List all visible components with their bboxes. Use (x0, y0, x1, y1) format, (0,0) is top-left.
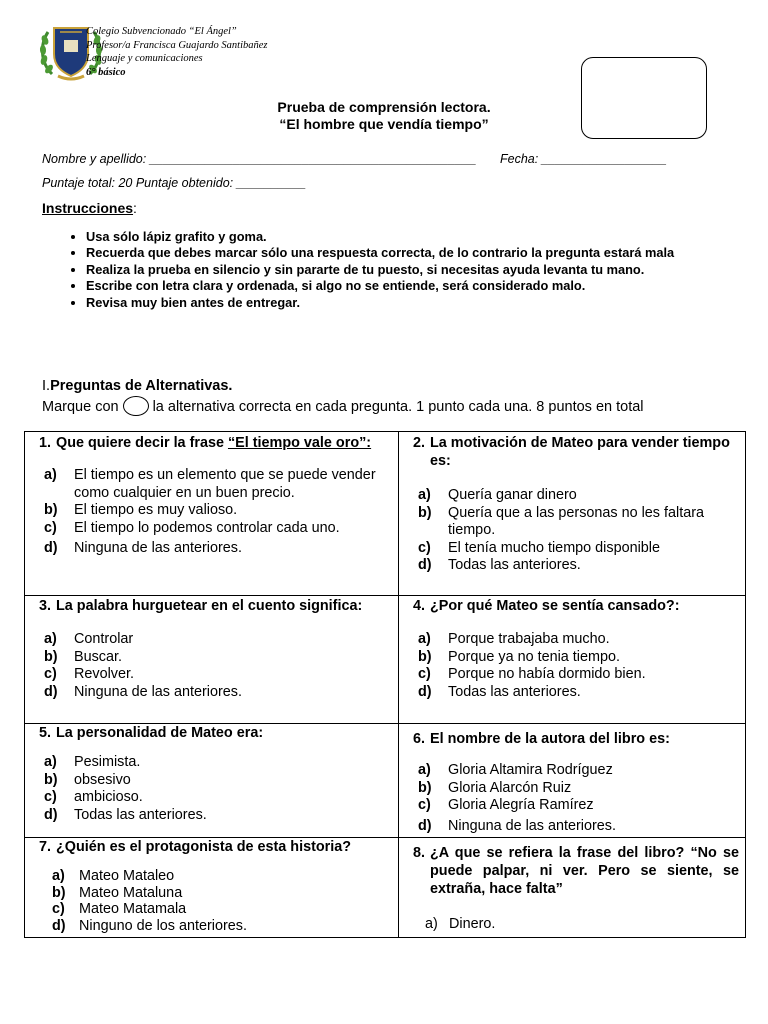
option-text: ambicioso. (74, 789, 143, 805)
option-d[interactable] (25, 540, 398, 558)
question-text: ¿Quién es el protagonista de esta historia? (56, 839, 352, 855)
option-d[interactable] (399, 684, 745, 702)
question-text: La personalidad de Mateo era: (56, 725, 264, 741)
option-letter: a) (425, 916, 438, 932)
option-letter: a) (418, 631, 431, 647)
question-cell-1 (25, 432, 399, 596)
option-letter: c) (418, 666, 431, 682)
school-name: Colegio Subvencionado “El Ángel” (86, 26, 237, 37)
option-letter: c) (52, 901, 65, 917)
option-c[interactable] (399, 540, 745, 558)
option-b[interactable] (399, 649, 745, 667)
options-list (25, 467, 398, 558)
option-letter: b) (44, 648, 58, 665)
page-title (0, 99, 768, 133)
option-c[interactable] (25, 789, 398, 807)
instruction-item: • Usa sólo lápiz grafito y goma. (86, 229, 746, 245)
section-heading (42, 378, 232, 394)
question-text: ¿A que se refiera la frase del libro? “No se puede palpar, ni ver. Pero se siente, se extraña, hace falta” (430, 845, 739, 897)
subject: Lenguaje y comunicaciones (86, 53, 203, 64)
option-letter: c) (44, 519, 57, 536)
options-list (25, 868, 398, 934)
option-text: Mateo Mataleo (79, 868, 175, 884)
question-number: 4. (412, 598, 425, 614)
title-line-1: Prueba de comprensión lectora. (277, 99, 491, 115)
question-text: Que quiere decir la frase (56, 435, 228, 451)
option-text: Mateo Mataluna (79, 884, 183, 901)
question-number: 6. (412, 731, 425, 747)
options-list (399, 762, 745, 835)
option-letter: d) (44, 683, 58, 700)
option-d[interactable] (399, 818, 745, 836)
option-letter: d) (418, 817, 432, 834)
options-list (25, 754, 398, 824)
option-d[interactable] (25, 807, 398, 825)
option-text: Ninguna de las anteriores. (74, 683, 242, 700)
option-letter: a) (44, 631, 57, 647)
options-list (399, 487, 745, 575)
questions-table (24, 431, 746, 938)
question-text: La palabra hurguetear en el cuento significa: (56, 598, 363, 614)
question-header (399, 844, 745, 898)
question-header (25, 597, 398, 615)
option-letter: d) (44, 806, 58, 823)
score-field[interactable]: Puntaje total: 20 Puntaje obtenido: __________ (42, 176, 307, 190)
option-a[interactable] (25, 754, 398, 772)
option-letter: d) (418, 683, 432, 700)
option-a[interactable] (25, 467, 398, 502)
option-text: Gloria Altamira Rodríguez (448, 762, 613, 778)
option-text: Ninguno de los anteriores. (79, 917, 247, 934)
option-text: Revolver. (74, 666, 134, 682)
option-text: Ninguna de las anteriores. (74, 540, 242, 556)
question-number: 8. (412, 845, 425, 861)
option-d[interactable] (25, 684, 398, 702)
section-numeral: I. (42, 378, 51, 394)
option-text: Quería que a las personas no les faltara tiempo. (448, 504, 704, 538)
question-cell-8 (399, 838, 746, 938)
question-cell-2 (399, 432, 746, 596)
option-letter: b) (418, 504, 432, 521)
option-a[interactable] (25, 631, 398, 649)
option-letter: c) (44, 789, 57, 805)
title-line-2: “El hombre que vendía tiempo” (279, 116, 489, 132)
option-letter: b) (418, 779, 432, 796)
option-text: Todas las anteriores. (448, 557, 581, 573)
option-c[interactable] (25, 901, 398, 918)
grade: 6° básico (86, 66, 126, 78)
mark-after: la alternativa correcta en cada pregunta. 1 punto cada una. 8 puntos en total (152, 399, 644, 415)
option-text: Controlar (74, 631, 134, 647)
question-text: ¿Por qué Mateo se sentía cansado?: (430, 598, 680, 614)
name-field[interactable]: Nombre y apellido: _______________________________________________ (42, 152, 477, 166)
school-info (86, 24, 268, 80)
instructions-list (58, 229, 746, 311)
option-text: El tiempo es muy valioso. (74, 502, 238, 518)
question-cell-4 (399, 596, 746, 724)
option-text: Dinero. (449, 916, 496, 932)
option-a[interactable] (25, 868, 398, 885)
question-number: 2. (412, 435, 425, 451)
option-text: El tiempo lo podemos controlar cada uno. (74, 519, 340, 536)
question-number: 7. (38, 839, 51, 855)
instruction-item: • Realiza la prueba en silencio y sin pararte de tu puesto, si necesitas ayuda levanta tu mano. (86, 262, 746, 278)
instruction-item: • Recuerda que debes marcar sólo una respuesta correcta, de lo contrario la pregunta estará mala (86, 245, 746, 261)
option-text: Porque ya no tenia tiempo. (448, 648, 620, 665)
option-text: Mateo Matamala (79, 901, 187, 917)
option-a[interactable] (399, 916, 745, 934)
option-a[interactable] (399, 487, 745, 505)
option-letter: a) (418, 487, 431, 503)
option-text: Quería ganar dinero (448, 487, 577, 503)
option-letter: b) (52, 884, 66, 901)
options-list (399, 631, 745, 701)
instructions-heading-text: Instrucciones (42, 200, 134, 216)
option-text: Buscar. (74, 648, 122, 665)
option-text: El tiempo es un elemento que se puede vender como cualquier en un buen precio. (74, 467, 376, 501)
teacher-name: Profesor/a Francisca Guajardo Santibañez (86, 39, 268, 51)
question-quote: “El tiempo vale oro”: (227, 435, 372, 451)
question-number: 5. (38, 725, 51, 741)
option-b[interactable] (25, 649, 398, 667)
instruction-item: • Revisa muy bien antes de entregar. (86, 295, 746, 311)
option-c[interactable] (399, 666, 745, 684)
option-text: El tenía mucho tiempo disponible (448, 539, 660, 556)
option-text: Todas las anteriores. (74, 806, 207, 823)
question-header (399, 434, 745, 470)
option-a[interactable] (399, 631, 745, 649)
question-header (25, 434, 398, 452)
question-cell-6 (399, 724, 746, 838)
option-b[interactable] (25, 885, 398, 902)
option-letter: c) (418, 539, 431, 556)
option-letter: b) (44, 502, 58, 518)
option-text: obsesivo (74, 771, 131, 788)
option-c[interactable] (25, 666, 398, 684)
option-letter: d) (52, 917, 66, 934)
option-letter: d) (44, 540, 58, 556)
question-text: La motivación de Mateo para vender tiempo es: (430, 435, 730, 469)
option-a[interactable] (399, 762, 745, 780)
options-list (399, 916, 745, 934)
option-letter: c) (418, 797, 431, 813)
option-d[interactable] (25, 918, 398, 935)
instruction-item: • Escribe con letra clara y ordenada, si algo no se entiende, será considerado malo. (86, 278, 746, 294)
question-header (25, 838, 398, 856)
option-letter: c) (44, 666, 57, 682)
question-cell-7 (25, 838, 399, 938)
option-letter: a) (44, 754, 57, 770)
question-number: 1. (38, 435, 51, 451)
option-d[interactable] (399, 557, 745, 575)
mark-instruction (42, 396, 644, 416)
question-text: El nombre de la autora del libro es: (430, 731, 670, 747)
option-b[interactable] (399, 780, 745, 798)
option-b[interactable] (399, 505, 745, 540)
circle-mark-icon (123, 396, 149, 416)
option-text: Gloria Alarcón Ruiz (448, 779, 572, 796)
option-text: Ninguna de las anteriores. (448, 817, 616, 834)
option-letter: a) (418, 762, 431, 778)
option-text: Porque trabajaba mucho. (448, 631, 610, 647)
mark-before: Marque con (42, 399, 119, 415)
question-cell-5 (25, 724, 399, 838)
instructions-heading (42, 200, 137, 216)
section-title: Preguntas de Alternativas. (50, 378, 233, 394)
question-header (399, 597, 745, 615)
options-list (25, 631, 398, 701)
option-letter: b) (44, 771, 58, 788)
option-text: Porque no había dormido bien. (448, 666, 646, 682)
option-letter: a) (52, 868, 65, 884)
option-c[interactable] (25, 520, 398, 538)
question-header (25, 724, 398, 742)
option-letter: a) (44, 467, 57, 483)
option-letter: b) (418, 648, 432, 665)
question-header (399, 730, 745, 748)
question-cell-3 (25, 596, 399, 724)
option-text: Pesimista. (74, 754, 141, 770)
date-field[interactable]: Fecha: __________________ (500, 152, 667, 166)
question-number: 3. (38, 598, 51, 614)
option-b[interactable] (25, 502, 398, 520)
option-letter: d) (418, 557, 432, 573)
option-text: Todas las anteriores. (448, 683, 581, 700)
option-b[interactable] (25, 772, 398, 790)
option-text: Gloria Alegría Ramírez (448, 797, 594, 813)
option-c[interactable] (399, 797, 745, 815)
instructions-heading-colon: : (133, 200, 137, 216)
